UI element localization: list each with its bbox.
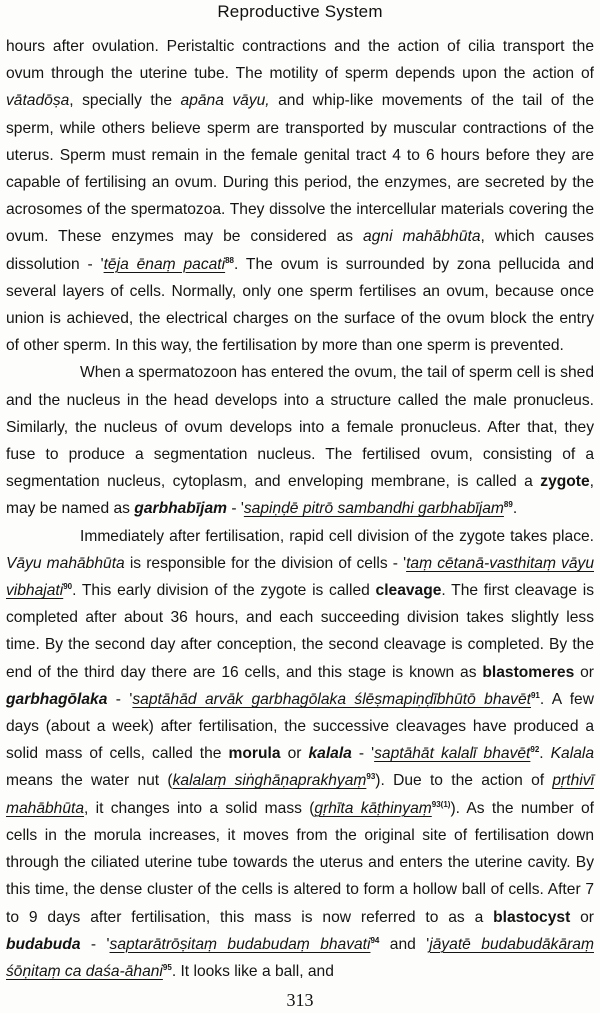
sanskrit-quote: gṛhīta kāṭhinyaṃ xyxy=(314,799,432,817)
sanskrit-quote: saptāhād arvāk garbhagōlaka ślēṣmapiṇḍībhūtō bhavēt xyxy=(132,690,531,708)
text-run: . xyxy=(512,500,518,518)
text-run: . The ovum is surrounded by zona pellucida and several layers of cells. Normally, only one sperm fertilises an ovum, because once union is achieved, the electrical charges on the surface of the ovum block the entry of other sperm. In this way, the fertilisation by more than one sperm is prevented. xyxy=(6,255,594,355)
footnote-ref: 91 xyxy=(530,690,540,700)
text-run: , specially the xyxy=(69,92,181,110)
text-run: hours after ovulation. Peristaltic contractions and the action of cilia transport the ovum through the uterine tube. The motility of sperm depends upon the action of xyxy=(6,38,594,83)
text-run: . The first cleavage is completed after about 36 hours, and each succeeding division takes slightly less time. By the second day after conception, the second cleavage is completed. By the end of the third day there are 16 cells, and this stage is known as xyxy=(6,582,595,681)
text-run: , may be named as xyxy=(6,473,594,518)
sanskrit-key-term: kalala xyxy=(308,745,352,763)
sanskrit-quote: kalalaṃ siṅghāṇaprakhyaṃ xyxy=(172,772,367,790)
text-run: or xyxy=(570,908,594,926)
sanskrit-key-term: garbhagōlaka xyxy=(6,690,108,708)
text-run: - ' xyxy=(80,935,110,953)
footnote-ref: 88 xyxy=(225,255,234,265)
text-run: , it changes into a solid mass ( xyxy=(84,799,315,817)
sanskrit-key-term: budabuda xyxy=(6,935,81,953)
sanskrit-quote: jāyatē budabudākāraṃ śōṇitaṃ ca daśa-āhani xyxy=(6,935,594,980)
body-text xyxy=(6,33,594,985)
text-run: is responsible for the division of cells - ' xyxy=(124,554,407,572)
sanskrit-term: pṛthivī mahābhūta xyxy=(6,772,594,817)
key-term: blastocyst xyxy=(493,908,571,926)
running-header: Reproductive System xyxy=(217,2,383,21)
text-run: . A few days (about a week) after fertilisation, the successive cleavages have produced a solid mass of cells, called the xyxy=(6,690,594,763)
sanskrit-term: Vāyu mahābhūta xyxy=(6,554,125,572)
text-run: . This early division of the zygote is called xyxy=(72,582,376,600)
key-term: zygote xyxy=(540,473,590,491)
text-run: means the water nut ( xyxy=(6,772,173,790)
footnote-ref: 90 xyxy=(63,581,73,591)
text-run: or xyxy=(280,745,309,763)
text-run: When a spermatozoon has entered the ovum, the tail of sperm cell is shed and the nucleus in the head develops into a structure called the male pronucleus. Similarly, the nucleus of ovum develops into a female pronucleus. After that, they fuse to produce a segmentation nucleus. The fertilised ovum, consisting of a segmentation nucleus, cytoplasm, and enveloping membrane, is called a xyxy=(6,364,594,491)
sanskrit-quote: saptāhāt kalalī bhavēt xyxy=(374,745,531,763)
text-run: and whip-like movements of the tail of the sperm, while others believe sperm are transported by muscular contractions of the uterus. Sperm must remain in the female genital tract 4 to 6 hours before they are capable of fertilising an ovum. During this period, the enzymes, are secreted by the acrosomes of the spermatozoa. They dissolve the intercellular materials covering the ovum. These enzymes may be considered as xyxy=(6,92,594,246)
text-run: ). As the number of cells in the morula increases, it moves from the original site of fertilisation down through the ciliated uterine tube towards the uterus and enters the uterine cavity. By this time, the dense cluster of the cells is altered to form a hollow ball of cells. After 7 to 9 days after fertilisation, this mass is now referred to as a xyxy=(6,799,594,926)
paragraph-3 xyxy=(6,523,594,985)
text-run: - ' xyxy=(351,745,375,763)
text-run: . xyxy=(539,745,551,763)
text-run: - ' xyxy=(107,690,133,708)
sanskrit-quote: taṃ cētanā-vasthitaṃ vāyu vibhajati xyxy=(6,554,594,600)
text-run: or xyxy=(574,663,594,681)
key-term: cleavage xyxy=(375,582,442,600)
sanskrit-quote: sapiṇḍē pitrō sambandhi garbhabījam xyxy=(243,500,504,518)
page-number: 313 xyxy=(286,990,314,1010)
text-run: - ' xyxy=(227,500,244,518)
footnote-ref: 93 xyxy=(366,772,376,782)
paragraph-1 xyxy=(6,33,594,359)
footnote-ref: 93(1) xyxy=(431,799,451,809)
sanskrit-key-term: garbhabījam xyxy=(134,500,228,518)
key-term: blastomeres xyxy=(482,663,575,681)
sanskrit-term: apāna vāyu, xyxy=(180,92,270,110)
footnote-ref: 94 xyxy=(370,935,380,945)
text-run: , which causes dissolution - ' xyxy=(6,228,594,273)
paragraph-2 xyxy=(6,359,594,522)
key-term: morula xyxy=(228,745,281,763)
text-run: ). Due to the action of xyxy=(375,772,553,790)
text-run: Immediately after fertilisation, rapid cell division of the zygote takes place. xyxy=(80,527,594,545)
text-run: . It looks like a ball, and xyxy=(171,962,334,980)
sanskrit-quote: tēja ēnaṃ pacati xyxy=(103,255,226,273)
sanskrit-term: Kalala xyxy=(550,745,595,763)
footnote-ref: 89 xyxy=(503,500,513,510)
sanskrit-quote: saptarātrōṣitaṃ budabudaṃ bhavati xyxy=(109,935,371,953)
text-run: and ' xyxy=(379,935,430,953)
sanskrit-term: vātadōṣa xyxy=(6,92,70,110)
sanskrit-term: agni mahābhūta xyxy=(363,228,481,246)
footnote-ref: 92 xyxy=(530,745,540,755)
footnote-ref: 95 xyxy=(162,962,172,972)
